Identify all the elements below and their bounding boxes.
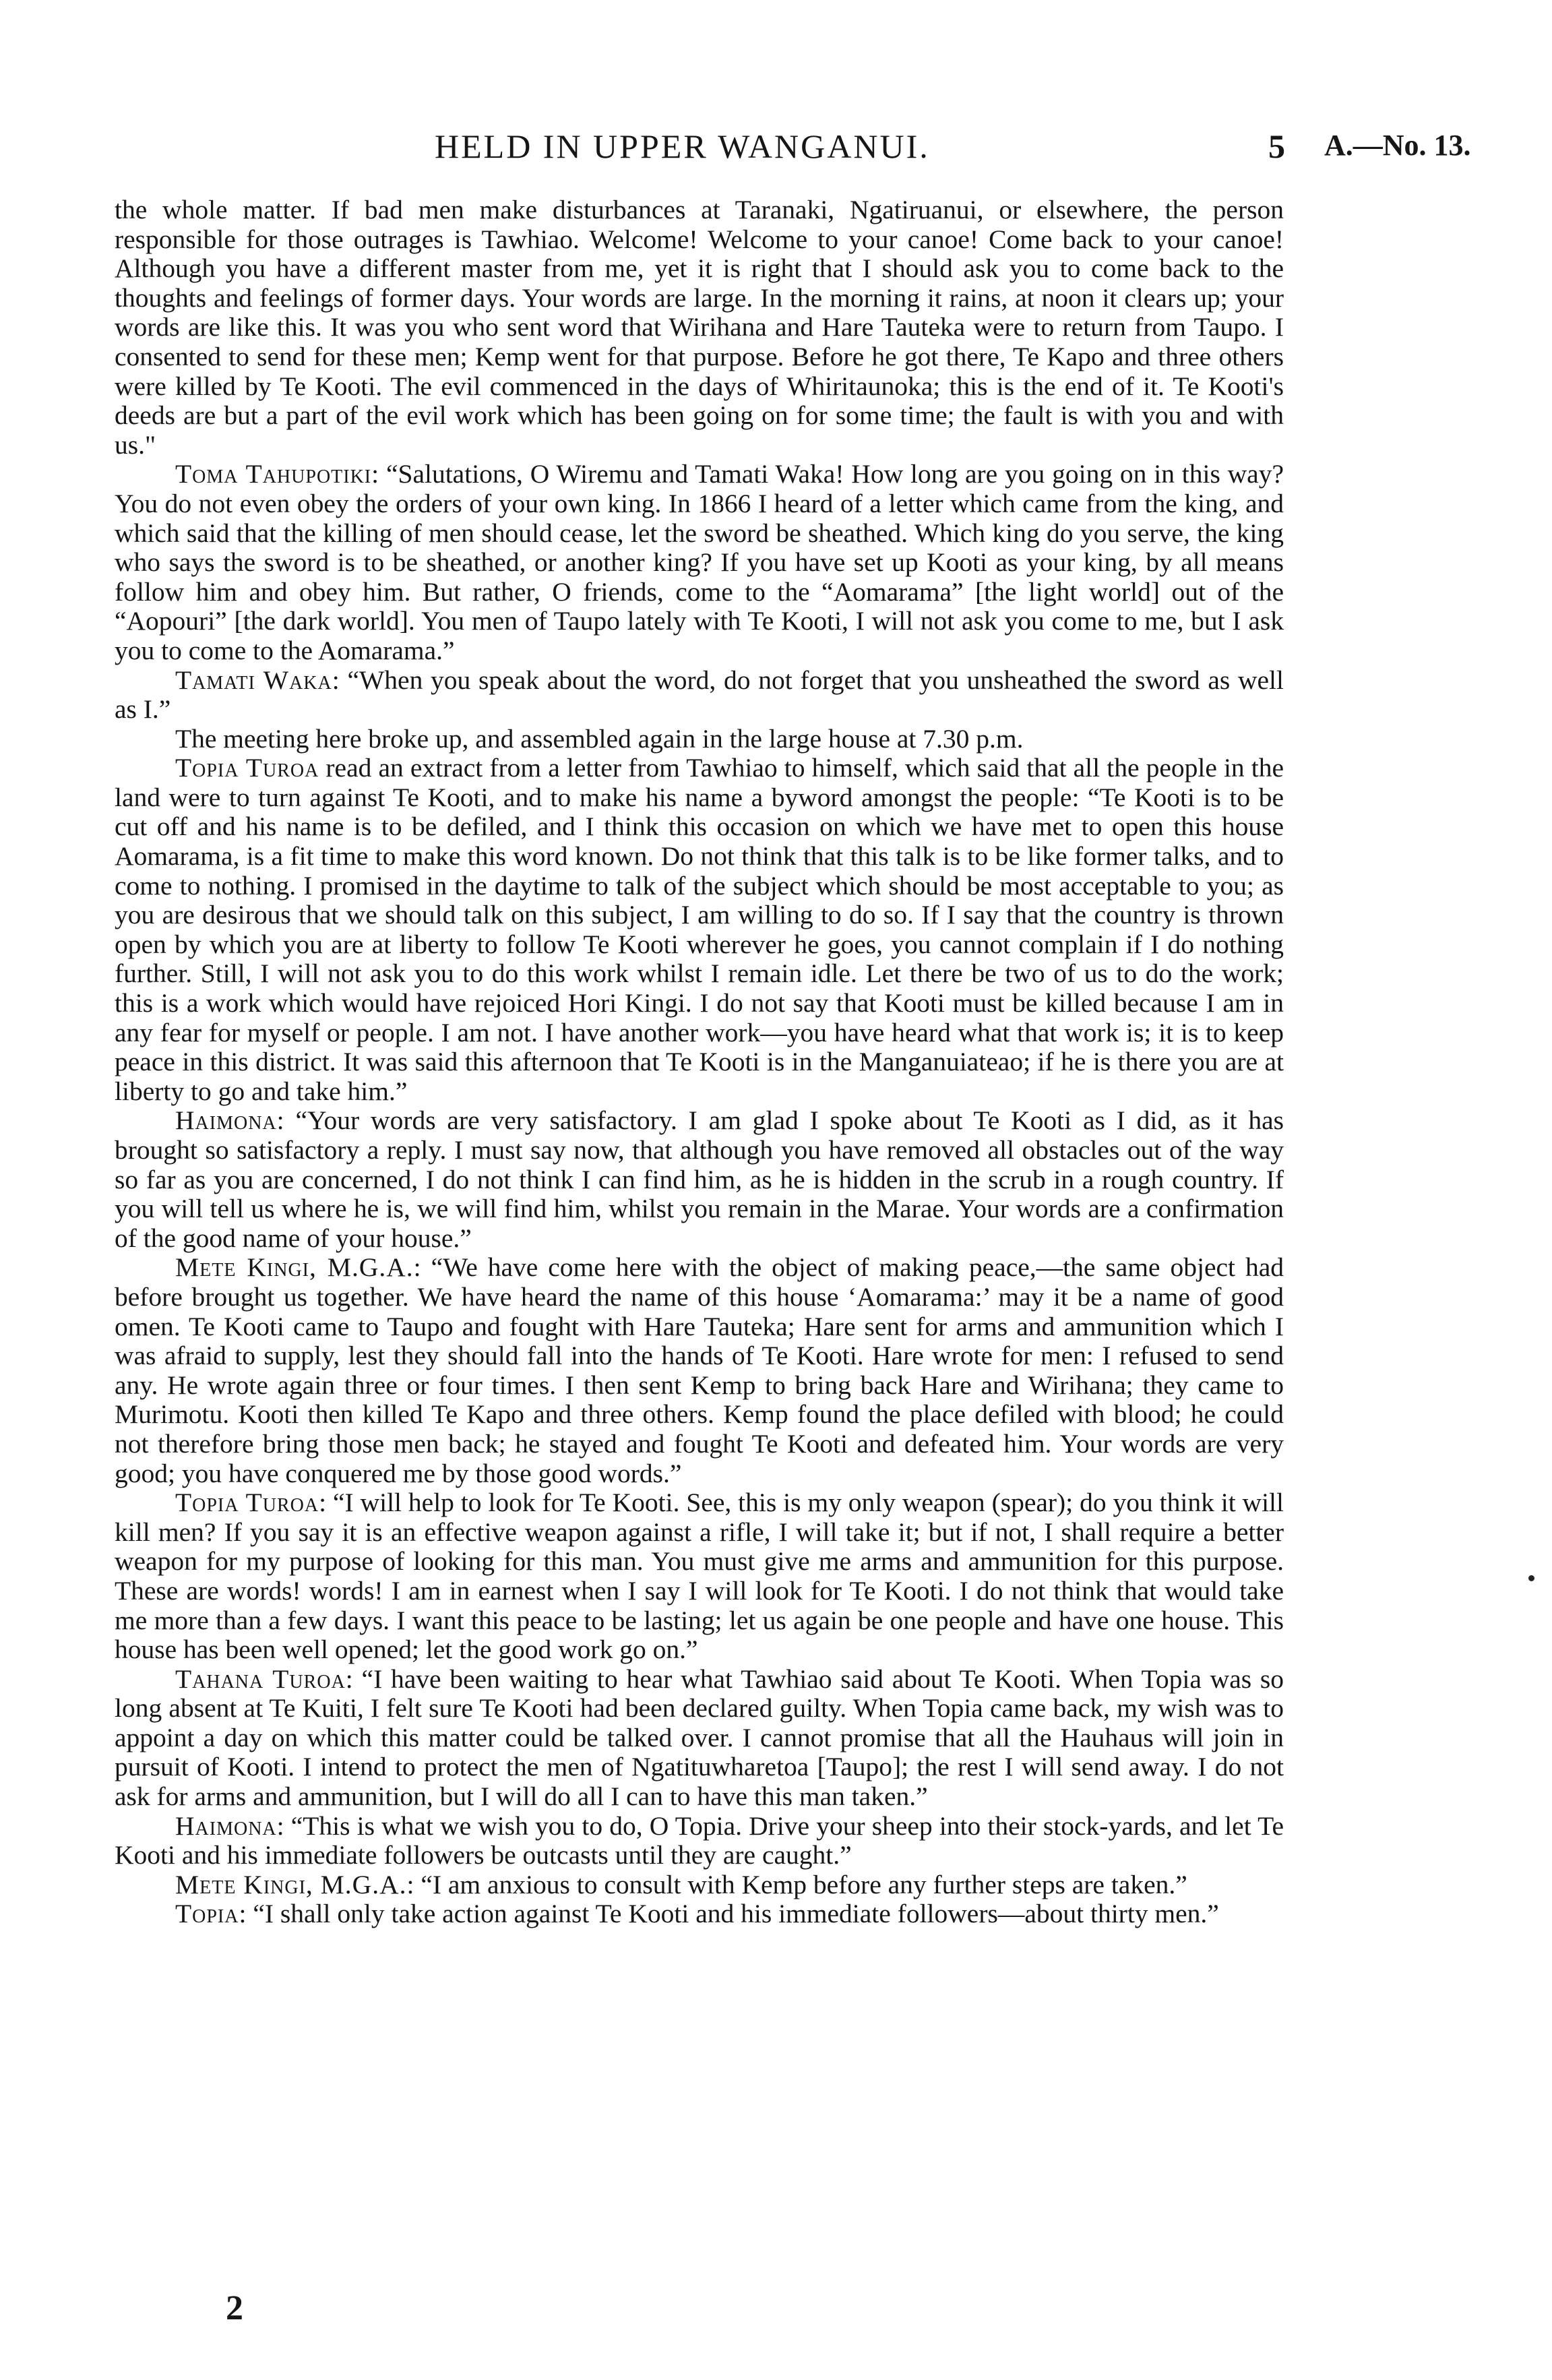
paragraph-text: “I am anxious to consult with Kemp before any further steps are taken.”: [421, 1869, 1187, 1899]
paragraph-text: “When you speak about the word, do not forget that you unsheathed the sword as well as I.”: [115, 665, 1284, 725]
speaker-name: Mete Kingi, M.G.A.: [175, 1252, 414, 1283]
speaker-name: Haimona: [175, 1810, 277, 1841]
paragraph-text: “I shall only take action against Te Kooti and his immediate followers—about thirty men.”: [253, 1899, 1219, 1929]
paragraph: [115, 725, 1284, 754]
paragraph-text: “This is what we wish you to do, O Topia. Drive your sheep into their stock-yards, and let Te Kooti and his immediate followers be outcasts until they are caught.”: [115, 1810, 1284, 1870]
running-title: HELD IN UPPER WANGANUI.: [435, 127, 930, 165]
speaker-name: Toma Tahupotiki: [175, 459, 372, 489]
document-reference: A.—No. 13.: [1324, 129, 1471, 162]
paragraph: Haimona: “Your words are very satisfactory. I am glad I spoke about Te Kooti as I did, as it has brought so satisfactory a reply. I must say now, that although you have removed all obstacles out of the way so far as you are concerned, I do not think I can find him, as he is hidden in the scrub in a rough country. If you will tell us where he is, we will find him, whilst you remain in the Marae. Your words are a confirmation of the good name of your house.”: [115, 1105, 1284, 1253]
paragraph-text: The meeting here broke up, and assembled again in the large house at 7.30 p.m.: [175, 723, 1024, 754]
paragraph: Topia Turoa: “I will help to look for Te Kooti. See, this is my only weapon (spear); do you think it will kill men? If you say it is an effective weapon against a rifle, I will take it; but if not, I shall require a better weapon for my purpose of looking for this man. You must give me arms and ammunition for this purpose. These are words! words! I am in earnest when I say I will look for Te Kooti. I do not think that would take me more than a few days. I want this peace to be lasting; let us again be one people and have one house. This house has been well opened; let the good work go on.”: [115, 1488, 1284, 1665]
speaker-name: Topia Turoa: [175, 753, 319, 783]
paragraph: Topia: “I shall only take action against Te Kooti and his immediate followers—about thirty men.”: [175, 1899, 1219, 1929]
speaker-name: Mete Kingi, M.G.A.: [175, 1869, 407, 1899]
paragraph-text: read an extract from a letter from Tawhiao to himself, which said that all the people in the land were to turn against Te Kooti, and to make his name a byword amongst the people: “Te Kooti is to be cut off and his name is to be defiled, and I think this occasion on which we have met to open this house Aomarama, is a fit time to make this word known. Do not think that this talk is to be like former talks, and to come to nothing. I promised in the daytime to talk of the subject which should be most acceptable to you; as you are desirous that we should talk on this subject, I am willing to do so. If I say that the country is thrown open by which you are at liberty to follow Te Kooti wherever he goes, you cannot complain if I do nothing further. Still, I will not ask you to do this work whilst I remain idle. Let there be two of us to do the work; this is a work which would have rejoiced Hori Kingi. I do not say that Kooti must be killed because I am in any fear for myself or people. I am not. I have another work—you have heard what that work is; it is to keep peace in this district. It was said this afternoon that Te Kooti is in the Manganuiateao; if he is there you are at liberty to go and take him.”: [115, 753, 1284, 1106]
paragraph: Tamati Waka: “When you speak about the word, do not forget that you unsheathed the sword as well as I.”: [115, 665, 1284, 725]
paragraph: Haimona: “This is what we wish you to do, O Topia. Drive your sheep into their stock-yards, and let Te Kooti and his immediate followers be outcasts until they are caught.”: [115, 1810, 1284, 1870]
paragraph-text: “We have come here with the object of making peace,—the same object had before brought us together. We have heard the name of this house ‘Aomarama:’ may it be a name of good omen. Te Kooti came to Taupo and fought with Hare Tauteka; Hare sent for arms and ammunition which I was afraid to supply, lest they should fall into the hands of Te Kooti. Hare wrote for men: I refused to send any. He wrote again three or four times. I then sent Kemp to bring back Hare and Wirihana; they came to Murimotu. Kooti then killed Te Kapo and three others. Kemp found the place defiled with blood; he could not therefore bring those men back; he stayed and fought Te Kooti and defeated him. Your words are very good; you have conquered me by those good words.”: [115, 1252, 1284, 1488]
body-text: [115, 195, 1284, 1929]
paragraph: Mete Kingi, M.G.A.: “We have come here with the object of making peace,—the same object had before brought us together. We have heard the name of this house ‘Aomarama:’ may it be a name of good omen. Te Kooti came to Taupo and fought with Hare Tauteka; Hare sent for arms and ammunition which I was afraid to supply, lest they should fall into the hands of Te Kooti. Hare wrote for men: I refused to send any. He wrote again three or four times. I then sent Kemp to bring back Hare and Wirihana; they came to Murimotu. Kooti then killed Te Kapo and three others. Kemp found the place defiled with blood; he could not therefore bring those men back; he stayed and fought Te Kooti and defeated him. Your words are very good; you have conquered me by those good words.”: [115, 1252, 1284, 1488]
speaker-name: Tamati Waka: [175, 665, 332, 695]
paragraph: [115, 195, 1284, 460]
paragraph-text: the whole matter. If bad men make disturbances at Taranaki, Ngatiruanui, or elsewhere, the person responsible for those outrages is Tawhiao. Welcome! Welcome to your canoe! Come back to your canoe! Although you have a different master from me, yet it is right that I should ask you to come back to the thoughts and feelings of former days. Your words are large. In the morning it rains, at noon it clears up; your words are like this. It was you who sent word that Wirihana and Hare Tauteka were to return from Taupo. I consented to send for these men; Kemp went for that purpose. Before he got there, Te Kapo and three others were killed by Te Kooti. The evil commenced in the days of Whiritaunoka; this is the end of it. Te Kooti's deeds are but a part of the evil work which has been going on for some time; the fault is with you and with us.": [115, 195, 1284, 460]
speaker-name: Topia Turoa: [175, 1488, 319, 1518]
paragraph-text: “Salutations, O Wiremu and Tamati Waka! How long are you going on in this way? You do not even obey the orders of your own king. In 1866 I heard of a letter which came from the king, and which said that the killing of men should cease, let the sword be sheathed. Which king do you serve, the king who says the sword is to be sheathed, or another king? If you have set up Kooti as your king, by all means follow him and obey him. But rather, O friends, come to the “Aomarama” [the light world] out of the “Aopouri” [the dark world]. You men of Taupo lately with Te Kooti, I will not ask you come to me, but I ask you to come to the Aomarama.”: [115, 459, 1284, 665]
paragraph: Toma Tahupotiki: “Salutations, O Wiremu and Tamati Waka! How long are you going on in this way? You do not even obey the orders of your own king. In 1866 I heard of a letter which came from the king, and which said that the killing of men should cease, let the sword be sheathed. Which king do you serve, the king who says the sword is to be sheathed, or another king? If you have set up Kooti as your king, by all means follow him and obey him. But rather, O friends, come to the “Aomarama” [the light world] out of the “Aopouri” [the dark world]. You men of Taupo lately with Te Kooti, I will not ask you come to me, but I ask you to come to the Aomarama.”: [115, 459, 1284, 665]
speaker-name: Haimona: [175, 1105, 277, 1136]
paragraph-text: “Your words are very satisfactory. I am glad I spoke about Te Kooti as I did, as it has brought so satisfactory a reply. I must say now, that although you have removed all obstacles out of the way so far as you are concerned, I do not think I can find him, as he is hidden in the scrub in a rough country. If you will tell us where he is, we will find him, whilst you remain in the Marae. Your words are a confirmation of the good name of your house.”: [115, 1105, 1284, 1253]
paragraph: Mete Kingi, M.G.A.: “I am anxious to consult with Kemp before any further steps are taken.”: [175, 1869, 1187, 1899]
paragraph: Tahana Turoa: “I have been waiting to hear what Tawhiao said about Te Kooti. When Topia was so long absent at Te Kuiti, I felt sure Te Kooti had been declared guilty. When Topia came back, my wish was to appoint a day on which this matter could be talked over. I cannot promise that all the Hauhaus will join in pursuit of Kooti. I intend to protect the men of Ngatituwharetoa [Taupo]; the rest I will send away. I do not ask for arms and ammunition, but I will do all I can to have this man taken.”: [115, 1664, 1284, 1812]
paragraph: [115, 754, 1284, 1106]
speaker-name: Tahana Turoa: [175, 1664, 346, 1694]
speaker-name: Topia: [175, 1899, 239, 1929]
paragraph-text: “I have been waiting to hear what Tawhiao said about Te Kooti. When Topia was so long absent at Te Kuiti, I felt sure Te Kooti had been declared guilty. When Topia came back, my wish was to appoint a day on which this matter could be talked over. I cannot promise that all the Hauhaus will join in pursuit of Kooti. I intend to protect the men of Ngatituwharetoa [Taupo]; the rest I will send away. I do not ask for arms and ammunition, but I will do all I can to have this man taken.”: [115, 1664, 1284, 1812]
signature-mark: 2: [226, 2289, 243, 2327]
page-header: [0, 127, 1552, 174]
page-number: 5: [1268, 127, 1285, 165]
paragraph-text: “I will help to look for Te Kooti. See, this is my only weapon (spear); do you think it will kill men? If you say it is an effective weapon against a rifle, I will take it; but if not, I shall require a better weapon for my purpose of looking for this man. You must give me arms and ammunition for this purpose. These are words! words! I am in earnest when I say I will look for Te Kooti. I do not think that would take me more than a few days. I want this peace to be lasting; let us again be one people and have one house. This house has been well opened; let the good work go on.”: [115, 1488, 1284, 1665]
print-speck: [1528, 1575, 1534, 1581]
